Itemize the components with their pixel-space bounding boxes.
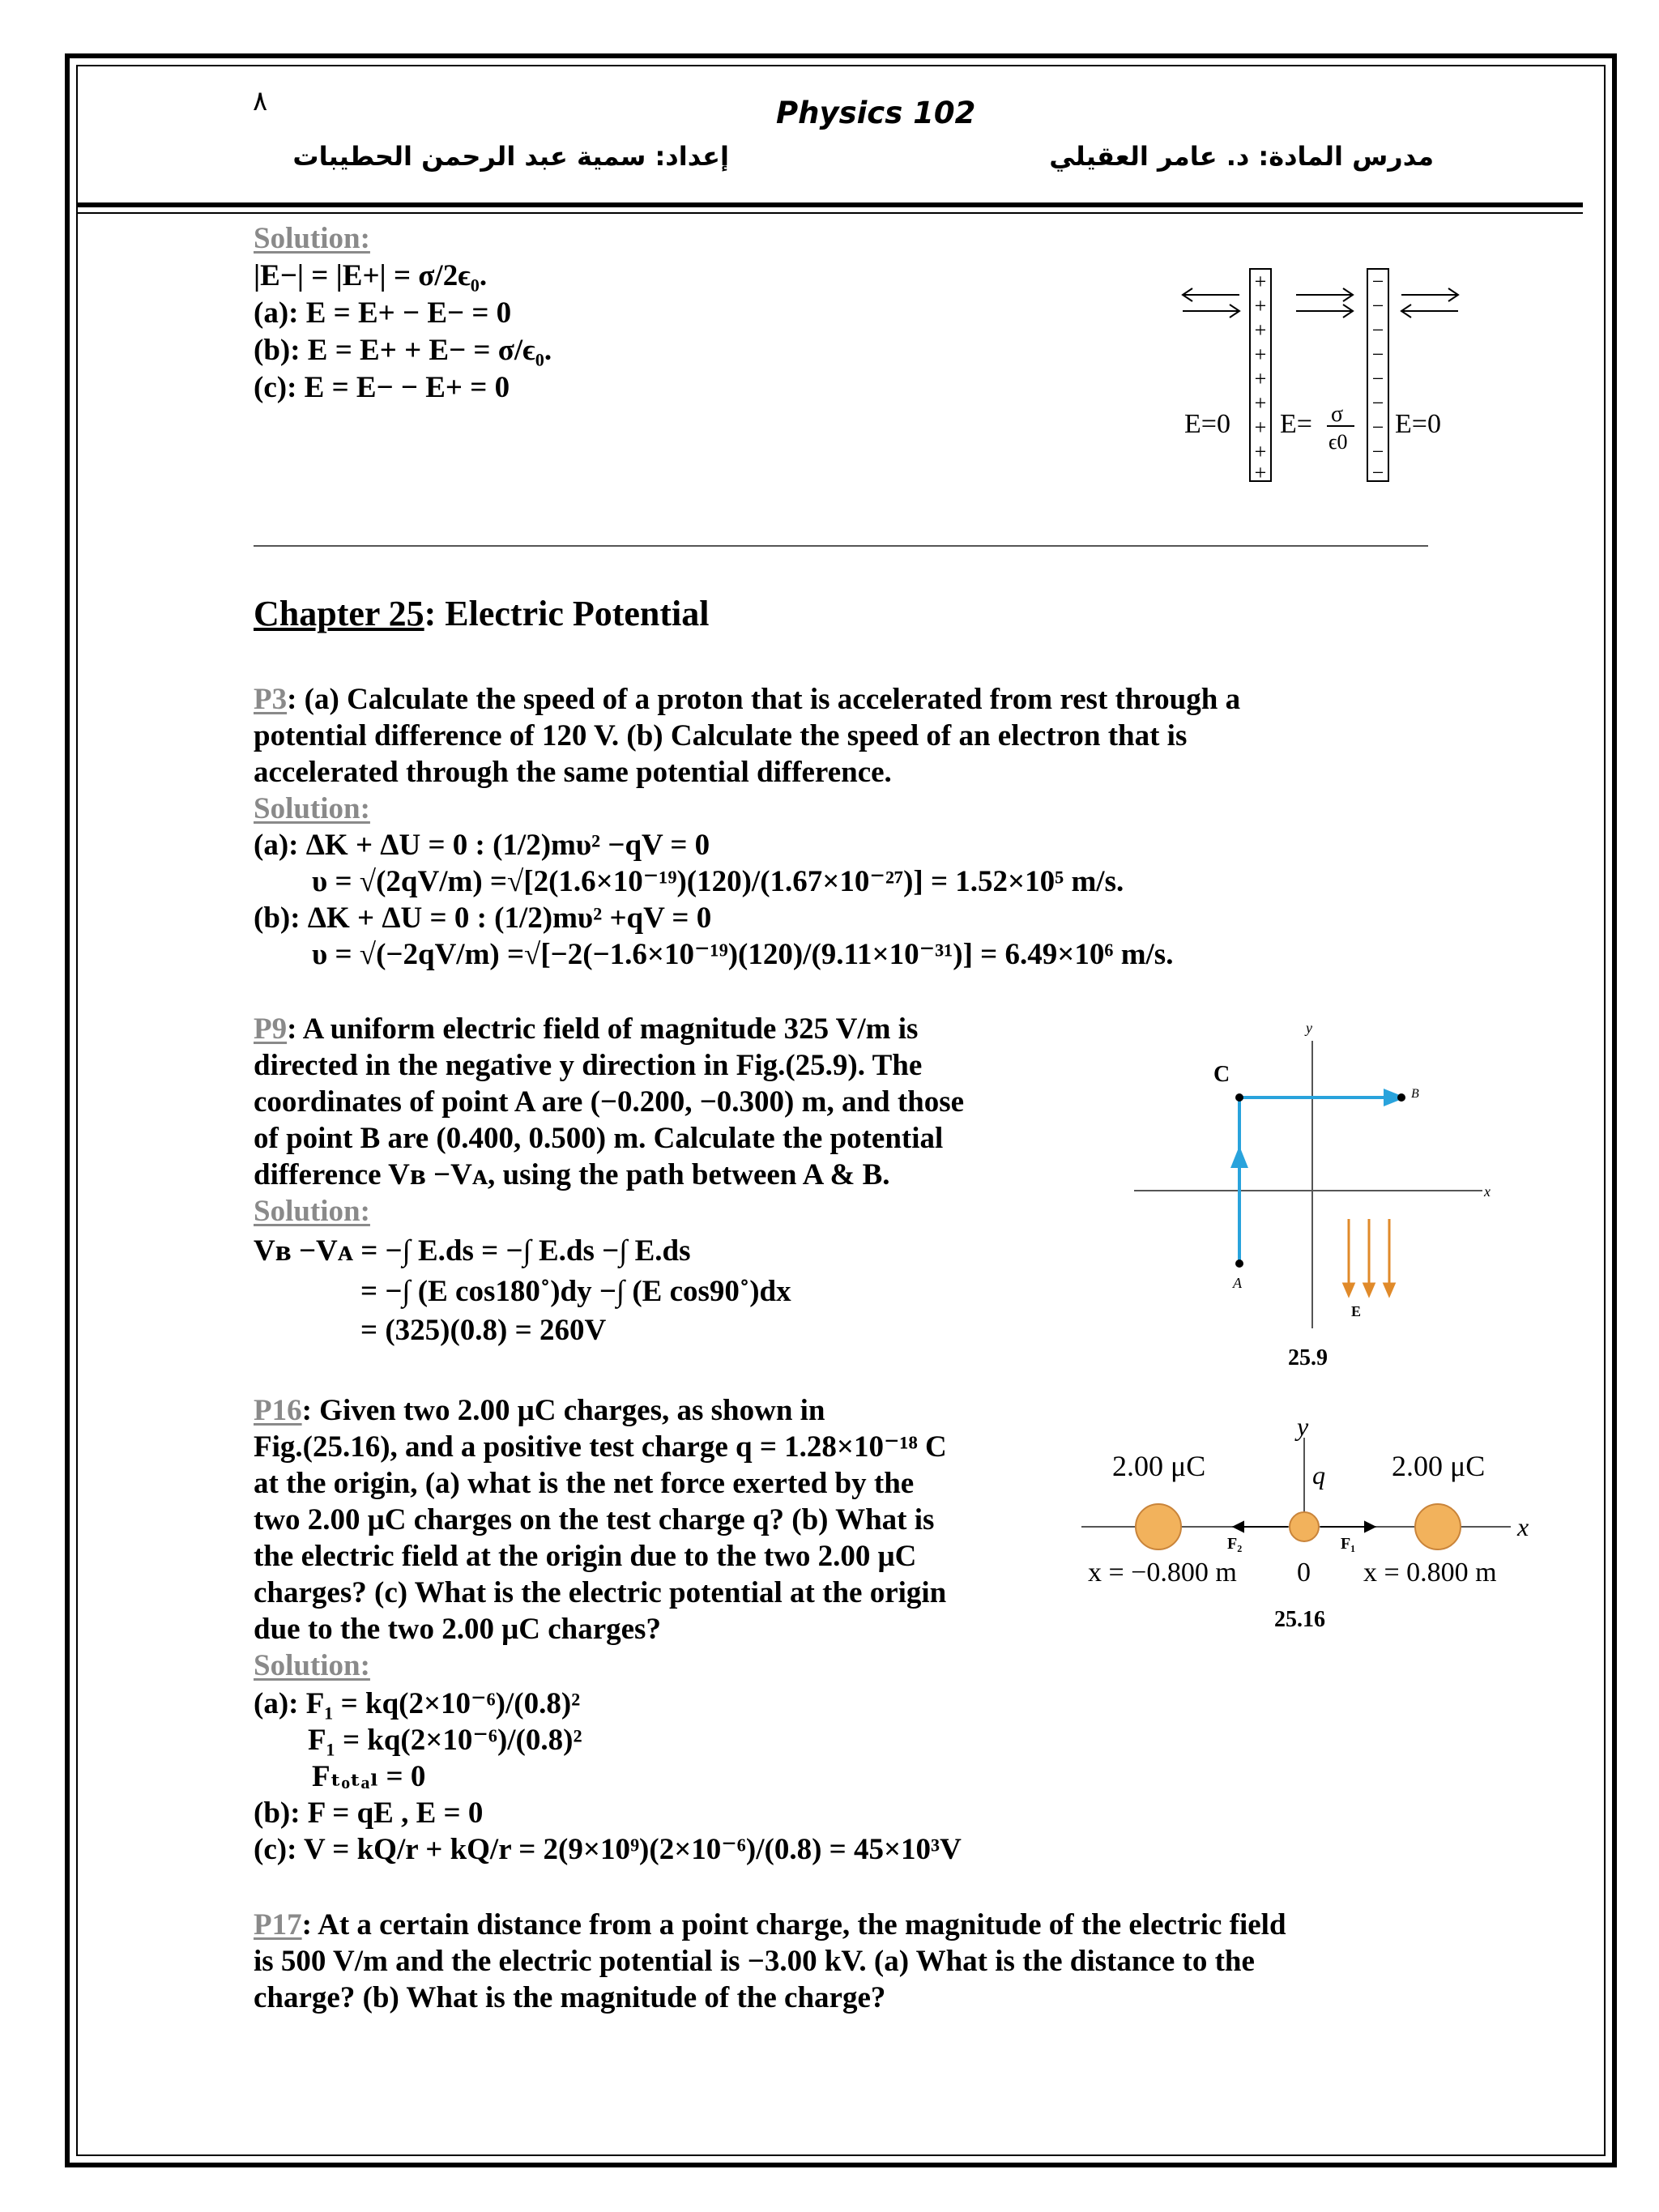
left-charge-label: 2.00 μC [1112, 1450, 1206, 1482]
p3-question-line: potential difference of 120 V. (b) Calculate the speed of an electron that is [254, 719, 1188, 752]
epsilon-symbol: ϵ0 [1328, 430, 1348, 454]
p3-solution-line: υ = √(−2qV/m) =√[−2(−1.6×10⁻¹⁹)(120)/(9.11×10⁻³¹)] = 6.49×10⁶ m/s. [312, 938, 1174, 971]
right-charge-label: 2.00 μC [1392, 1450, 1486, 1482]
charged-plates-figure [1166, 259, 1474, 486]
p9-label: P9 [254, 1012, 288, 1046]
solution-line: (a): E = E+ − E− = 0 [254, 296, 512, 330]
p9-question-line: directed in the negative y direction in Fig.(25.9). The [254, 1049, 923, 1082]
header-rule [78, 202, 1583, 207]
svg-text:−: − [1371, 270, 1384, 293]
point-c [1235, 1093, 1243, 1102]
header-rule-thin [78, 212, 1583, 214]
author-credit: إعداد: سمية عبد الرحمن الحطيبات [292, 141, 729, 172]
svg-text:+: + [1254, 367, 1267, 390]
svg-text:−: − [1371, 440, 1384, 463]
course-title: Physics 102 [776, 96, 976, 130]
solution-line: |E−| = |E+| = σ/2ϵ₀. [254, 259, 488, 292]
p9-solution-heading: Solution: [254, 1195, 370, 1228]
x-axis-label: x [1517, 1512, 1529, 1541]
p9-question-line: difference Vʙ −Vᴀ, using the path between A & B. [254, 1158, 890, 1191]
f1-label: F₁ [1341, 1535, 1356, 1553]
point-b [1397, 1093, 1405, 1102]
svg-text:−: − [1371, 294, 1384, 318]
fig-25-9-caption: 25.9 [1288, 1345, 1328, 1370]
p17-question-line: is 500 V/m and the electric potential is −3.00 kV. (a) What is the distance to the [254, 1945, 1255, 1978]
p3-label: P3 [254, 683, 288, 716]
svg-text:+: + [1254, 318, 1267, 342]
p9-solution-line: Vʙ −Vᴀ = −∫ E.ds = −∫ E.ds −∫ E.ds [254, 1234, 691, 1268]
p16-solution-heading: Solution: [254, 1649, 370, 1682]
p16-label: P16 [254, 1394, 302, 1427]
p3-solution-heading: Solution: [254, 792, 370, 825]
svg-text:−: − [1371, 367, 1384, 390]
svg-text:+: + [1254, 391, 1267, 415]
svg-text:+: + [1254, 416, 1267, 439]
instructor-credit: مدرس المادة: د. عامر العقيلي [1049, 141, 1434, 172]
p16-question-line: two 2.00 μC charges on the test charge q? (b) What is [254, 1503, 935, 1536]
right-position-label: x = 0.800 m [1363, 1558, 1497, 1588]
f2-label: F₂ [1227, 1535, 1243, 1553]
field-label-left: E=0 [1184, 409, 1230, 439]
svg-text:+: + [1254, 461, 1267, 484]
p3-solution-line: (a): ΔK + ΔU = 0 : (1/2)mυ² −qV = 0 [254, 829, 710, 862]
p9-question-line: coordinates of point A are (−0.200, −0.300) m, and those [254, 1085, 965, 1119]
svg-text:+: + [1254, 270, 1267, 293]
y-axis-label: y [1306, 1020, 1312, 1036]
x-axis-label: x [1484, 1183, 1491, 1200]
p3-solution-line: υ = √(2qV/m) =√[2(1.6×10⁻¹⁹)(120)/(1.67×10⁻²⁷)] = 1.52×10⁵ m/s. [312, 865, 1124, 898]
svg-text:−: − [1371, 391, 1384, 415]
solution-line: (c): E = E− − E+ = 0 [254, 371, 510, 404]
p3-question-line: accelerated through the same potential difference. [254, 756, 892, 789]
p9-solution-line: = (325)(0.8) = 260V [360, 1314, 607, 1347]
p9-solution-line: = −∫ (E cos180˚)dy −∫ (E cos90˚)dx [360, 1275, 791, 1308]
svg-text:−: − [1371, 461, 1384, 484]
left-position-label: x = −0.800 m [1088, 1558, 1237, 1588]
fig-25-9 [1126, 1016, 1499, 1373]
point-a-label: A [1233, 1275, 1242, 1291]
p17-question-line: P17: At a certain distance from a point charge, the magnitude of the electric field [254, 1908, 1286, 1941]
chapter-title: Chapter 25: Electric Potential [254, 594, 710, 633]
test-charge [1290, 1512, 1319, 1541]
p17-label: P17 [254, 1908, 302, 1941]
p9-question-line: of point B are (0.400, 0.500) m. Calculate the potential [254, 1122, 944, 1155]
origin-label: 0 [1297, 1558, 1311, 1588]
svg-text:−: − [1371, 416, 1384, 439]
point-b-label: B [1411, 1087, 1419, 1101]
svg-text:−: − [1371, 318, 1384, 342]
p9-question-line: P9: A uniform electric field of magnitude 325 V/m is [254, 1012, 919, 1046]
p16-question-line: at the origin, (a) what is the net force exerted by the [254, 1467, 915, 1500]
p16-solution-line: (c): V = kQ/r + kQ/r = 2(9×10⁹)(2×10⁻⁶)/(0.8) = 45×10³V [254, 1833, 962, 1866]
charge-left [1136, 1504, 1181, 1549]
fig-25-16-caption: 25.16 [1274, 1607, 1325, 1632]
p16-question-line: charges? (c) What is the electric potential at the origin [254, 1576, 947, 1609]
charge-right [1415, 1504, 1461, 1549]
page-number: ٨ [253, 85, 268, 117]
y-axis-label: y [1297, 1412, 1309, 1441]
section-divider [254, 545, 1428, 547]
p16-question-line: due to the two 2.00 μC charges? [254, 1613, 661, 1646]
p16-solution-line: (b): F = qE , E = 0 [254, 1796, 484, 1830]
p3-solution-line: (b): ΔK + ΔU = 0 : (1/2)mυ² +qV = 0 [254, 901, 712, 935]
p16-question-line: Fig.(25.16), and a positive test charge q = 1.28×10⁻¹⁸ C [254, 1430, 947, 1464]
p16-solution-line: (a): F₁ = kq(2×10⁻⁶)/(0.8)² [254, 1687, 581, 1720]
svg-text:+: + [1254, 440, 1267, 463]
field-label-middle: E= [1280, 409, 1312, 439]
svg-text:+: + [1254, 343, 1267, 366]
p16-question-line: P16: Given two 2.00 μC charges, as shown in [254, 1394, 825, 1427]
p16-question-line: the electric field at the origin due to the two 2.00 μC [254, 1540, 917, 1573]
point-c-label: C [1213, 1062, 1230, 1087]
p16-solution-line: Fₜₒₜₐₗ = 0 [312, 1760, 426, 1793]
point-a [1235, 1259, 1243, 1268]
e-label: E [1351, 1303, 1362, 1319]
p16-solution-line: F₁ = kq(2×10⁻⁶)/(0.8)² [308, 1724, 582, 1757]
svg-text:−: − [1371, 343, 1384, 366]
solution-line: (b): E = E+ + E− = σ/ϵ₀. [254, 334, 552, 367]
sigma-symbol: σ [1331, 402, 1344, 427]
fig-25-16 [1073, 1409, 1527, 1636]
svg-text:+: + [1254, 294, 1267, 318]
p3-question-line: P3: (a) Calculate the speed of a proton that is accelerated from rest through a [254, 683, 1241, 716]
field-label-right: E=0 [1395, 409, 1441, 439]
solution-heading: Solution: [254, 222, 370, 255]
p17-question-line: charge? (b) What is the magnitude of the charge? [254, 1981, 886, 2014]
test-charge-label: q [1312, 1460, 1325, 1490]
